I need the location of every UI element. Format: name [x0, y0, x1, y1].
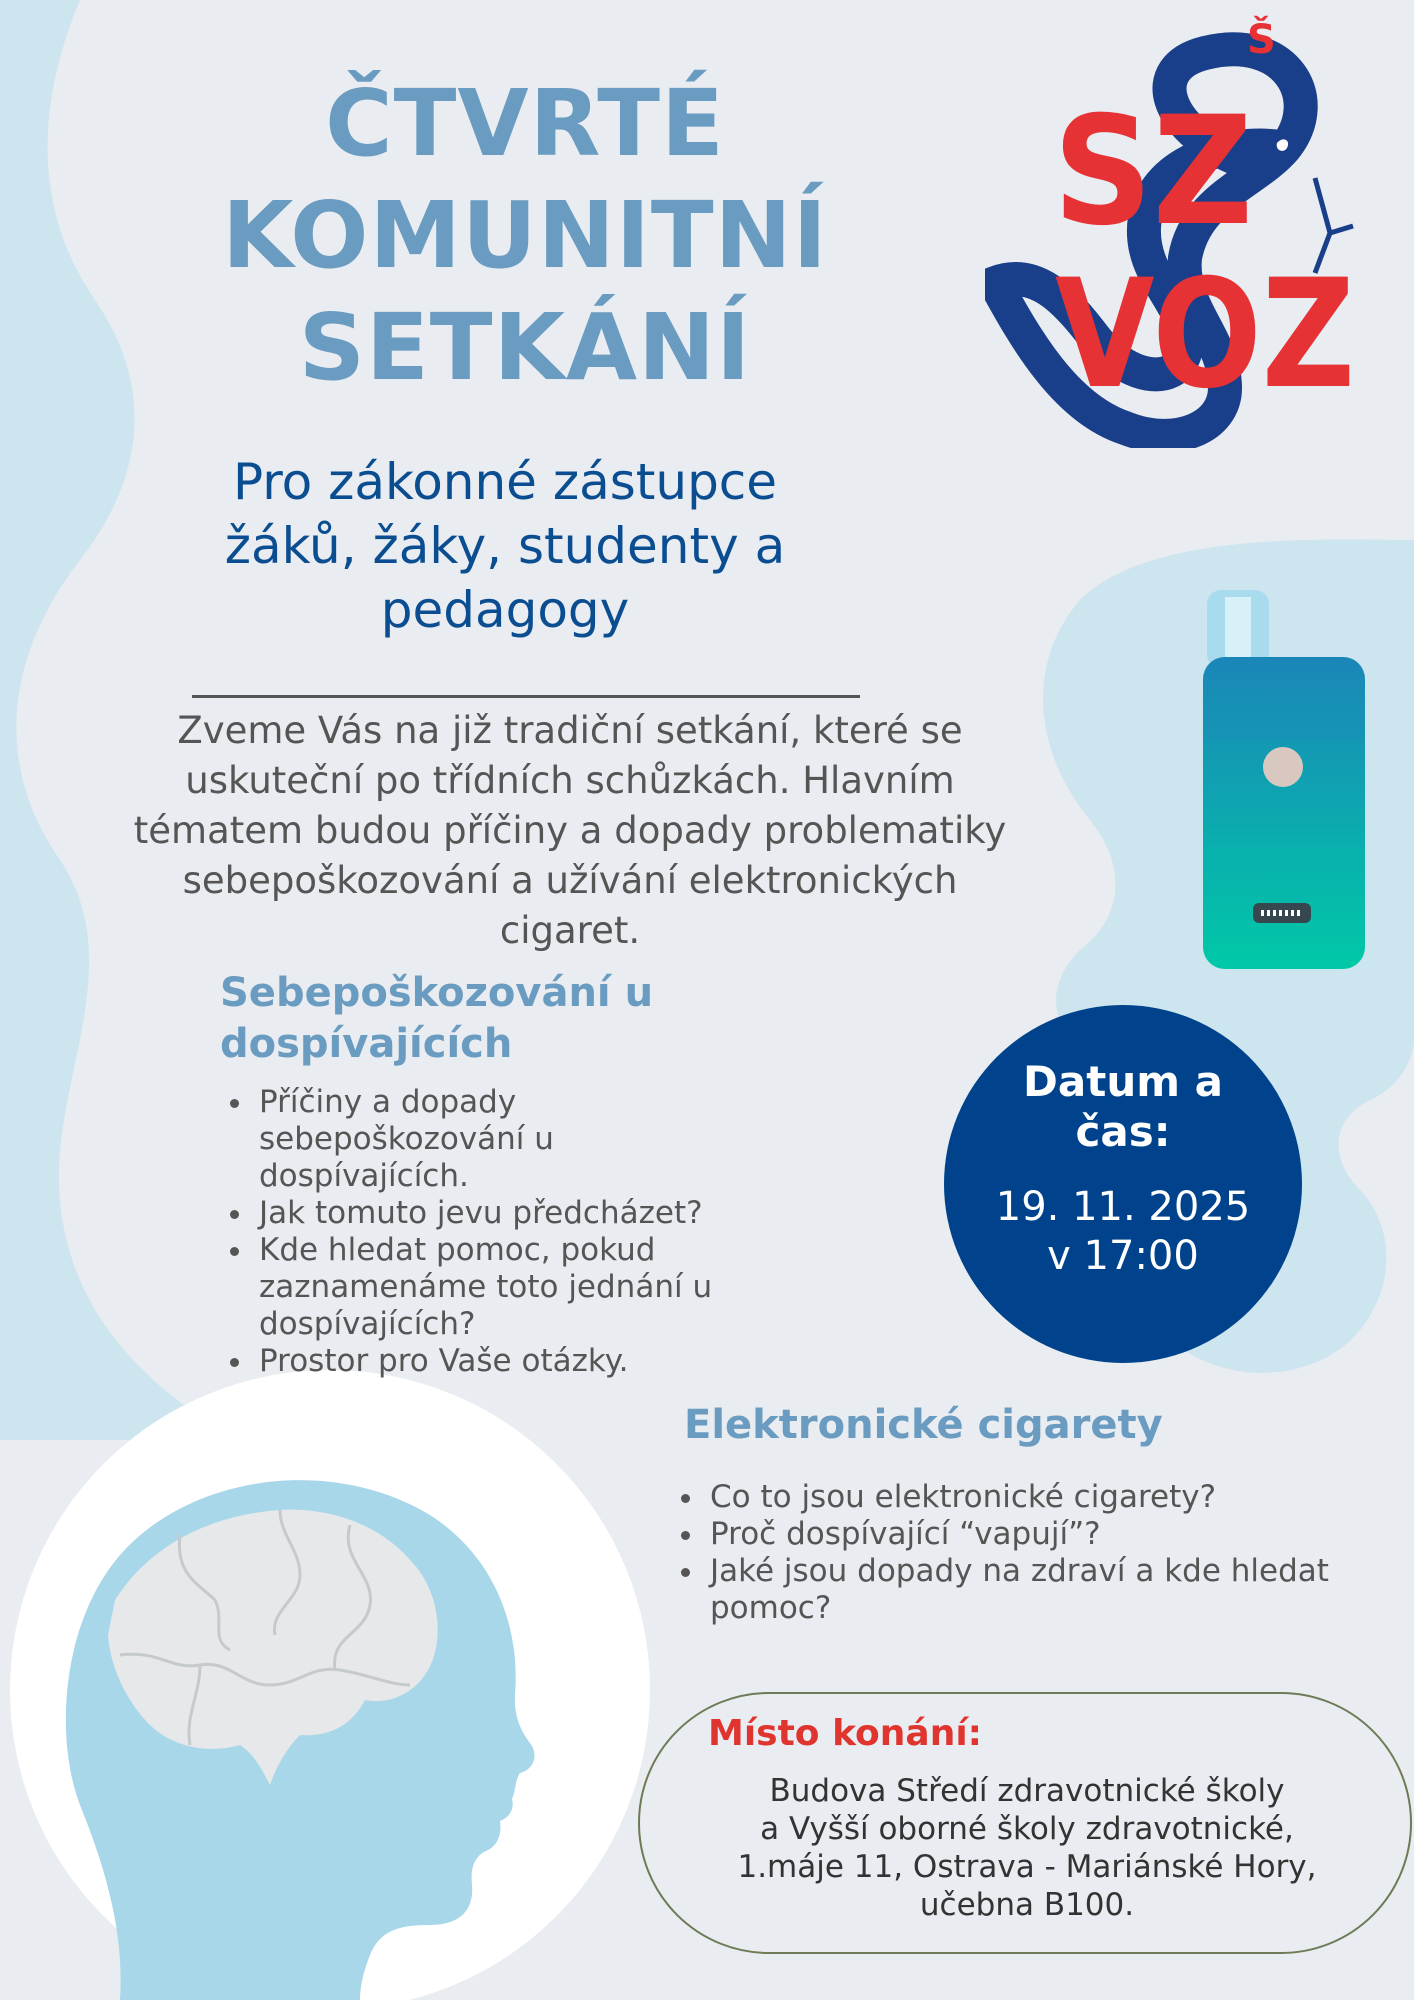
venue-address	[680, 1772, 1374, 1924]
title-line: KOMUNITNÍ	[222, 182, 828, 289]
heading-line: dospívajících	[220, 1021, 513, 1067]
list-item	[221, 1084, 761, 1195]
list-item-line: sebepoškozování u	[259, 1121, 554, 1157]
page-title	[180, 68, 870, 404]
title-line: ČTVRTÉ	[325, 70, 725, 177]
logo-accent-mark: Š	[1247, 17, 1276, 63]
subtitle-line: žáků, žáky, studenty a	[224, 517, 786, 575]
list-item-line: Proč dospívající “vapují”?	[710, 1516, 1101, 1552]
self-harm-topic-list	[221, 1084, 761, 1380]
list-item	[672, 1553, 1362, 1627]
list-item-line: Kde hledat pomoc, pokud	[259, 1232, 656, 1268]
list-item-line: dospívajících?	[259, 1306, 476, 1342]
vape-mouthpiece-inner	[1225, 597, 1251, 667]
logo-text-voz: VOZ	[1055, 248, 1355, 422]
ecig-topic-list	[672, 1479, 1362, 1627]
list-item-line: Příčiny a dopady	[259, 1084, 517, 1120]
list-item-line: Jaké jsou dopady na zdraví a kde hledat	[710, 1553, 1329, 1589]
venue-line: 1.máje 11, Ostrava - Mariánské Hory,	[737, 1849, 1317, 1885]
section-heading-ecig: Elektronické cigarety	[684, 1402, 1163, 1448]
list-item-line: Co to jsou elektronické cigarety?	[710, 1479, 1217, 1515]
vape-device-icon	[1195, 585, 1370, 975]
list-item	[672, 1516, 1362, 1553]
list-item-line: zaznamenáme toto jednání u	[259, 1269, 713, 1305]
logo-text-sz: SZ	[1053, 85, 1253, 259]
snake-logo-icon	[985, 8, 1385, 448]
section-heading-self-harm	[220, 968, 780, 1070]
list-item-line: Prostor pro Vaše otázky.	[259, 1343, 629, 1379]
subtitle-line: pedagogy	[380, 581, 630, 639]
date-label-line: čas:	[1075, 1107, 1171, 1156]
intro-line: Zveme Vás na již tradiční setkání, které se	[177, 709, 963, 752]
intro-line: uskuteční po třídních schůzkách. Hlavním	[185, 759, 955, 802]
audience-subtitle	[160, 450, 850, 642]
date-label-line: Datum a	[1023, 1057, 1223, 1106]
list-item	[221, 1232, 761, 1343]
vape-stripe	[1203, 713, 1365, 741]
vape-button	[1263, 747, 1303, 787]
venue-line: učebna B100.	[919, 1887, 1135, 1923]
venue-box	[638, 1692, 1412, 1954]
date-value	[944, 1183, 1302, 1281]
event-date: 19. 11. 2025	[995, 1184, 1251, 1230]
date-label	[944, 1057, 1302, 1157]
list-item	[672, 1479, 1362, 1516]
intro-line: tématem budou příčiny a dopady problematiky	[133, 809, 1007, 852]
intro-line: sebepoškozování a užívání elektronických	[182, 859, 958, 902]
head-puzzle-illustration	[0, 1385, 660, 2000]
venue-label: Místo konání:	[708, 1713, 983, 1754]
date-time-badge	[944, 1005, 1302, 1363]
subtitle-line: Pro zákonné zástupce	[232, 453, 778, 511]
vape-stripe	[1203, 847, 1365, 877]
venue-line: Budova Středí zdravotnické školy	[769, 1773, 1285, 1809]
list-item	[221, 1343, 761, 1380]
venue-line: a Vyšší oborné školy zdravotnické,	[760, 1811, 1294, 1847]
list-item	[221, 1195, 761, 1232]
intro-paragraph	[80, 706, 1060, 956]
title-line: SETKÁNÍ	[298, 294, 752, 401]
list-item-line: Jak tomuto jevu předcházet?	[259, 1195, 703, 1231]
list-item-line: pomoc?	[710, 1590, 832, 1626]
heading-line: Sebepoškozování u	[220, 970, 654, 1016]
event-time: v 17:00	[1047, 1233, 1199, 1279]
intro-line: cigaret.	[499, 909, 641, 952]
list-item-line: dospívajících.	[259, 1158, 469, 1194]
divider-line	[192, 695, 860, 698]
